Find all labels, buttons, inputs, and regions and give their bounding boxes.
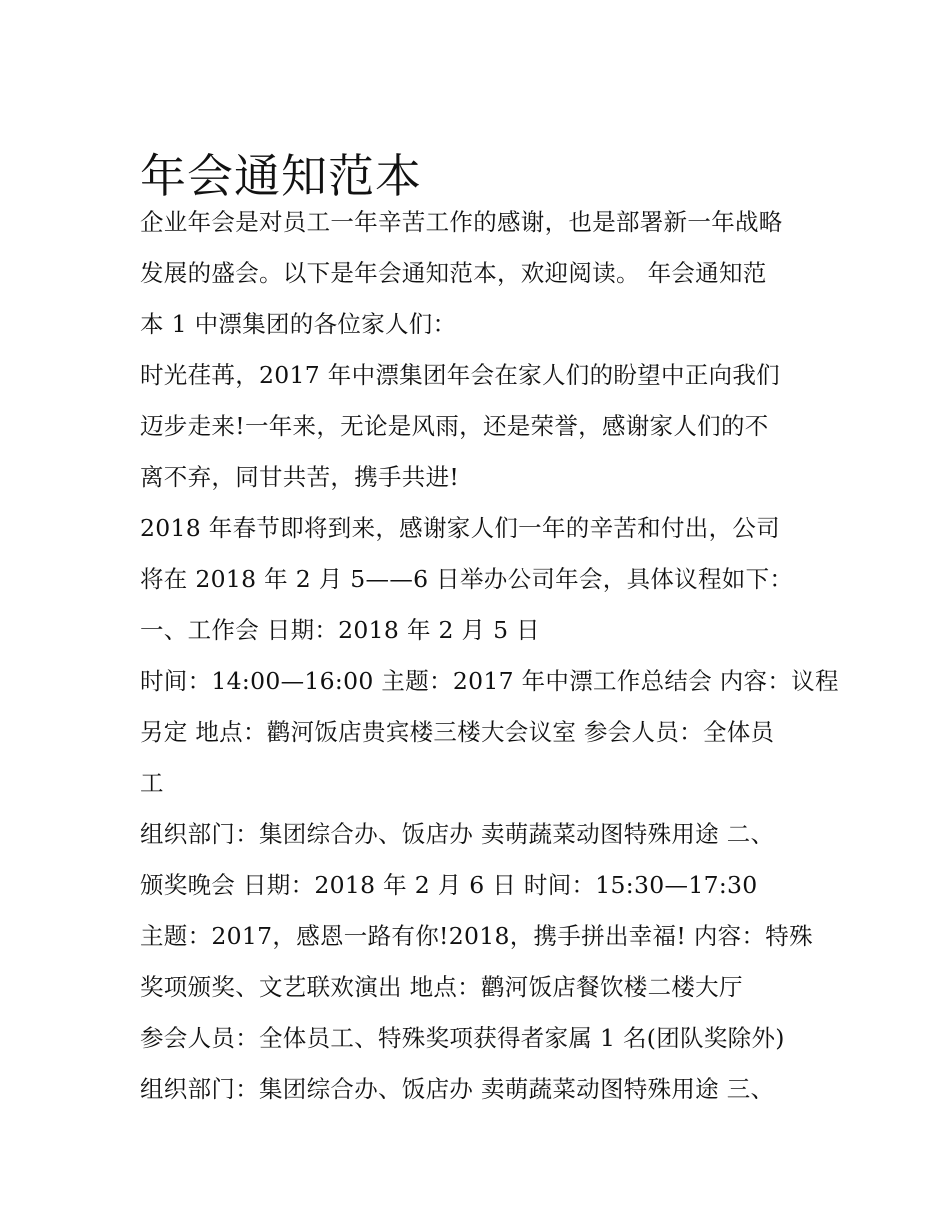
text-line-17: 参会人员：全体员工、特殊奖项获得者家属 1 名(团队奖除外) — [140, 1024, 785, 1052]
text-line-7: 2018 年春节即将到来，感谢家人们一年的辛苦和付出，公司 — [140, 514, 780, 542]
text-line-15: 主题：2017，感恩一路有你!2018，携手拼出幸福! 内容：特殊 — [140, 922, 813, 950]
text-line-1: 企业年会是对员工一年辛苦工作的感谢，也是部署新一年战略 — [140, 208, 783, 236]
text-line-6: 离不弃，同甘共苦，携手共进! — [140, 463, 460, 491]
text-line-13: 组织部门：集团综合办、饭店办 卖萌蔬菜动图特殊用途 二、 — [140, 820, 775, 848]
text-line-11: 另定 地点：鹳河饭店贵宾楼三楼大会议室 参会人员：全体员 — [140, 718, 775, 746]
text-line-16: 奖项颁奖、文艺联欢演出 地点：鹳河饭店餐饮楼二楼大厅 — [140, 973, 743, 1001]
document-body — [140, 197, 839, 1115]
document-title: 年会通知范本 — [140, 148, 422, 203]
text-line-5: 迈步走来!一年来，无论是风雨，还是荣誉，感谢家人们的不 — [140, 412, 769, 440]
text-line-3: 本 1 中漂集团的各位家人们： — [140, 310, 457, 338]
text-line-18: 组织部门：集团综合办、饭店办 卖萌蔬菜动图特殊用途 三、 — [140, 1075, 775, 1103]
text-line-14: 颁奖晚会 日期：2018 年 2 月 6 日 时间：15:30—17:30 — [140, 871, 758, 899]
text-line-10: 时间：14:00—16:00 主题：2017 年中漂工作总结会 内容：议程 — [140, 667, 839, 695]
text-line-8: 将在 2018 年 2 月 5——6 日举办公司年会，具体议程如下： — [140, 565, 794, 593]
text-line-9: 一、工作会 日期：2018 年 2 月 5 日 — [140, 616, 540, 644]
text-line-2: 发展的盛会。以下是年会通知范本，欢迎阅读。 年会通知范 — [140, 259, 767, 287]
text-line-4: 时光荏苒，2017 年中漂集团年会在家人们的盼望中正向我们 — [140, 361, 780, 389]
text-line-12: 工 — [140, 769, 164, 797]
